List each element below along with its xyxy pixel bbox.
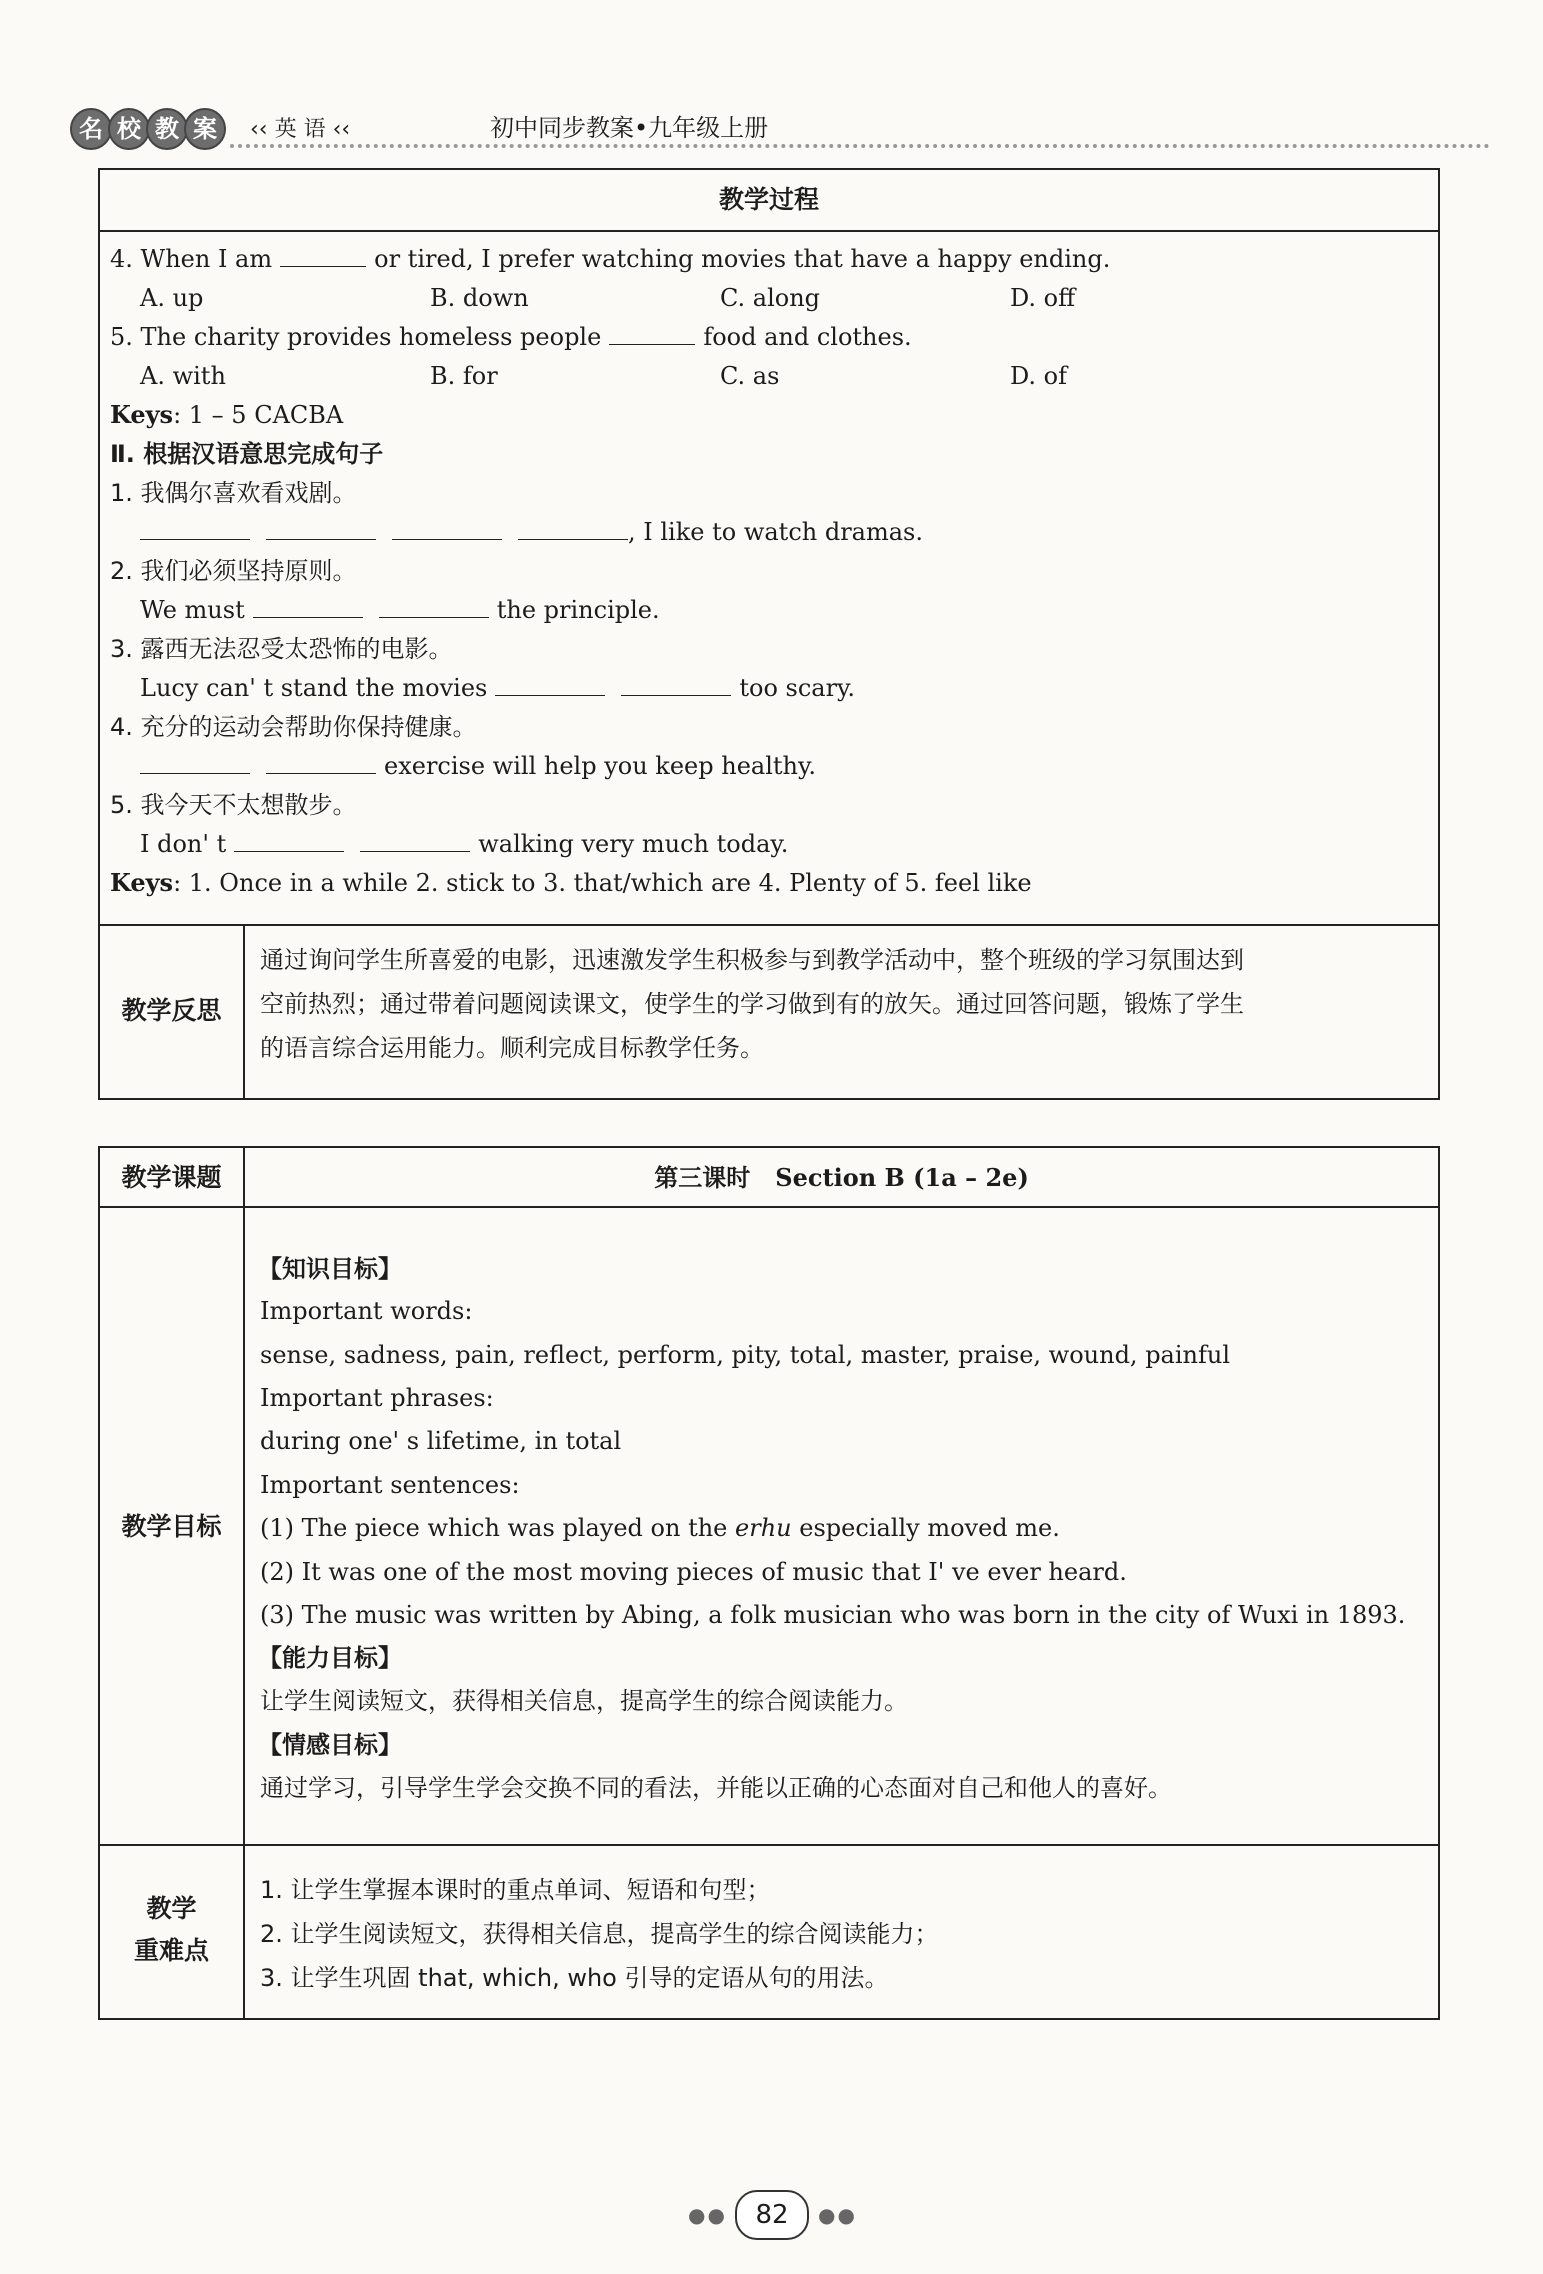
key-point: 3. 让学生巩固 that, which, who 引导的定语从句的用法。	[260, 1964, 889, 1992]
logo-char: 教	[146, 108, 188, 150]
option: D. of	[1010, 362, 1067, 390]
option: C. along	[720, 284, 821, 312]
answer-blank	[495, 671, 605, 696]
answer-keys-2	[110, 864, 1032, 903]
phrases-list: during one' s lifetime, in total	[260, 1427, 622, 1455]
sentence-2-en	[140, 591, 660, 630]
lesson-plan-table	[98, 1146, 1440, 2020]
answer-blank	[140, 749, 250, 774]
question-text: or tired, I prefer watching movies that have a happy ending.	[374, 245, 1111, 273]
row-divider	[100, 1206, 1438, 1208]
sentence-text: especially moved me.	[799, 1514, 1060, 1542]
important-sentence: (2) It was one of the most moving pieces of music that I' ve ever heard.	[260, 1558, 1127, 1586]
column-divider	[243, 1148, 245, 2018]
sentence-text: Lucy can' t stand the movies	[140, 674, 488, 702]
key-point: 1. 让学生掌握本课时的重点单词、短语和句型；	[260, 1876, 771, 1904]
page-number: 82	[735, 2190, 809, 2240]
answer-blank	[234, 827, 344, 852]
option: B. for	[430, 362, 498, 390]
keys-label: Keys	[110, 400, 174, 429]
lesson-topic	[245, 1157, 1438, 1199]
words-label: Important words:	[260, 1297, 473, 1325]
option: A. with	[140, 362, 226, 390]
reflection-line: 的语言综合运用能力。顺利完成目标教学任务。	[260, 1034, 764, 1062]
keys-text: : 1 – 5 CACBA	[173, 401, 344, 429]
important-sentence	[260, 1507, 1060, 1549]
ability-goal: 让学生阅读短文，获得相关信息，提高学生的综合阅读能力。	[260, 1687, 908, 1715]
knowledge-heading: 【知识目标】	[258, 1255, 402, 1283]
answer-blank	[609, 320, 695, 345]
sentence-text: (1) The piece which was played on the	[260, 1514, 728, 1542]
label-line: 重难点	[133, 1936, 209, 1965]
column-divider	[243, 924, 245, 1098]
key-points-label	[100, 1888, 243, 1972]
words-list: sense, sadness, pain, reflect, perform, pity, total, master, praise, wound, painful	[260, 1341, 1231, 1369]
topic-cn: 第三课时	[654, 1164, 751, 1192]
sentence-1-cn: 1. 我偶尔喜欢看戏剧。	[110, 479, 357, 507]
label-line: 教学	[146, 1894, 197, 1923]
section-heading: Ⅱ. 根据汉语意思完成句子	[110, 440, 384, 468]
answer-blank	[280, 242, 366, 267]
phrases-label: Important phrases:	[260, 1384, 494, 1412]
topic-label: 教学课题	[121, 1163, 222, 1192]
sentence-2-cn: 2. 我们必须坚持原则。	[110, 557, 357, 585]
reflection-label: 教学反思	[121, 996, 222, 1025]
sentence-text: exercise will help you keep healthy.	[384, 752, 816, 780]
sentence-text: We must	[140, 596, 245, 624]
header-subject: ‹‹ 英 语 ‹‹	[250, 117, 351, 142]
emotion-goal: 通过学习，引导学生学会交换不同的看法，并能以正确的心态面对自己和他人的喜好。	[260, 1774, 1172, 1802]
ability-heading: 【能力目标】	[258, 1644, 402, 1672]
decorative-dots: ●●	[818, 2203, 857, 2227]
sentences-label: Important sentences:	[260, 1471, 520, 1499]
option: B. down	[430, 284, 529, 312]
sentence-3-cn: 3. 露西无法忍受太恐怖的电影。	[110, 635, 453, 663]
sentence-4-en	[140, 747, 816, 786]
question-4	[110, 240, 1110, 279]
table-title: 教学过程	[100, 170, 1438, 232]
sentence-text: I don' t	[140, 830, 227, 858]
logo-char: 案	[184, 108, 226, 150]
answer-blank	[379, 593, 489, 618]
goal-label: 教学目标	[121, 1512, 222, 1541]
sentence-3-en	[140, 669, 855, 708]
option: D. off	[1010, 284, 1076, 312]
sentence-text: , I like to watch dramas.	[628, 518, 923, 546]
row-divider	[100, 924, 1438, 926]
answer-blank	[140, 515, 250, 540]
answer-blank	[266, 749, 376, 774]
question-5-options	[140, 357, 1300, 396]
decorative-dots: ●●	[688, 2203, 727, 2227]
reflection-line: 空前热烈；通过带着问题阅读课文，使学生的学习做到有的放矢。通过回答问题，锻炼了学生	[260, 990, 1244, 1018]
teaching-process-table	[98, 168, 1440, 1100]
question-text: food and clothes.	[703, 323, 912, 351]
topic-en: Section B (1a – 2e)	[775, 1163, 1029, 1192]
sentence-4-cn: 4. 充分的运动会帮助你保持健康。	[110, 713, 477, 741]
answer-blank	[392, 515, 502, 540]
answer-blank	[266, 515, 376, 540]
question-5	[110, 318, 912, 357]
page-header	[70, 100, 1490, 160]
keys-text: : 1. Once in a while 2. stick to 3. that/which are 4. Plenty of 5. feel like	[173, 869, 1032, 897]
answer-keys-1	[110, 396, 343, 435]
key-point: 2. 让学生阅读短文，获得相关信息，提高学生的综合阅读能力；	[260, 1920, 939, 1948]
sentence-5-cn: 5. 我今天不太想散步。	[110, 791, 357, 819]
emotion-heading: 【情感目标】	[258, 1731, 402, 1759]
sentence-1-en	[140, 513, 923, 552]
answer-blank	[518, 515, 628, 540]
answer-blank	[360, 827, 470, 852]
sentence-text: too scary.	[739, 674, 856, 702]
keys-label: Keys	[110, 868, 174, 897]
header-book-title: 初中同步教案•九年级上册	[490, 114, 769, 142]
answer-blank	[253, 593, 363, 618]
sentence-5-en	[140, 825, 788, 864]
answer-blank	[621, 671, 731, 696]
important-sentence: (3) The music was written by Abing, a folk musician who was born in the city of Wuxi in 1893.	[260, 1601, 1406, 1629]
logo-char: 校	[108, 108, 150, 150]
option: A. up	[140, 284, 204, 312]
logo-char: 名	[70, 108, 112, 150]
question-4-options	[140, 279, 1300, 318]
row-divider	[100, 1844, 1438, 1846]
sentence-text: walking very much today.	[478, 830, 789, 858]
logo	[70, 108, 222, 150]
sentence-text: the principle.	[496, 596, 660, 624]
sentence-emphasis: erhu	[735, 1514, 792, 1542]
question-text: 5. The charity provides homeless people	[110, 323, 602, 351]
reflection-line: 通过询问学生所喜爱的电影，迅速激发学生积极参与到教学活动中，整个班级的学习氛围达到	[260, 946, 1244, 974]
question-text: 4. When I am	[110, 245, 273, 273]
option: C. as	[720, 362, 780, 390]
header-divider	[230, 144, 1490, 148]
